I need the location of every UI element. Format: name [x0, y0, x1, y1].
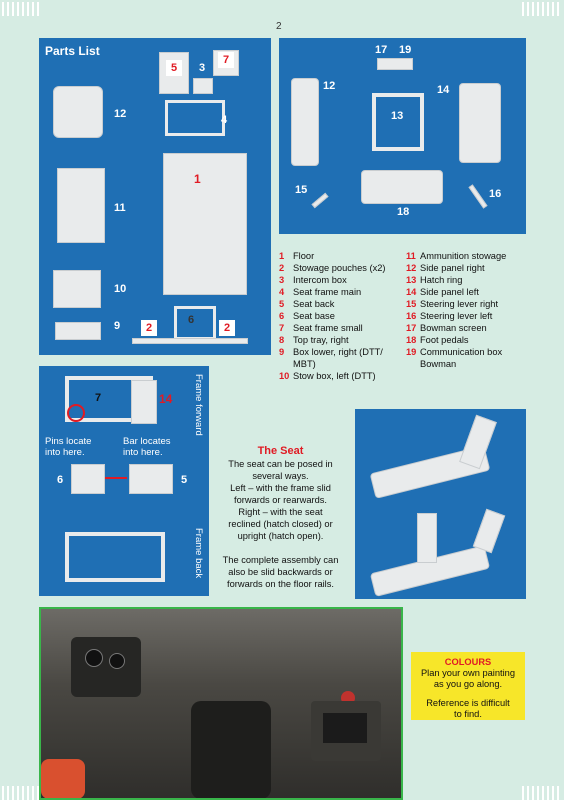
photo-dial	[109, 653, 125, 669]
legend-item: 10 Stow box, left (DTT)	[279, 371, 376, 381]
part-label: 13	[391, 110, 404, 122]
part-label: 16	[489, 188, 502, 200]
legend-item: Bowman	[420, 359, 457, 369]
legend-item: 7 Seat frame small	[279, 323, 363, 333]
part-2-stowage-pouch-bar	[132, 338, 248, 344]
seat-assembly-panel	[39, 366, 209, 596]
part-label: 2	[141, 320, 157, 336]
seat-upright-back	[417, 513, 437, 563]
photo-screen	[323, 713, 367, 743]
legend-item: 18 Foot pedals	[406, 335, 469, 345]
photo-seat	[191, 701, 271, 799]
seat-label: 14	[159, 392, 173, 406]
part-label: 19	[399, 44, 412, 56]
seat-upright-head	[473, 509, 505, 553]
part-label: 7	[218, 52, 234, 68]
legend-item: MBT)	[293, 359, 316, 369]
photo-orange-accent	[41, 759, 85, 799]
page-edge-marker	[2, 2, 40, 16]
pins-note: Pins locate into here.	[45, 436, 92, 458]
parts-panel-right	[279, 38, 526, 234]
page-edge-marker	[2, 786, 40, 800]
part-label: 11	[114, 202, 126, 214]
legend-item: 13 Hatch ring	[406, 275, 463, 285]
legend-item: 4 Seat frame main	[279, 287, 362, 297]
seat-label: 6	[57, 474, 64, 486]
seat-label: 5	[181, 474, 188, 486]
part-label: 2	[219, 320, 235, 336]
part-10-stow-box	[57, 168, 105, 243]
part-4-seat-frame	[165, 100, 228, 136]
part-17-bowman-screen	[377, 58, 413, 70]
part-8-top-tray	[55, 322, 101, 340]
part-9-box-lower	[53, 270, 101, 308]
part-label: 18	[397, 206, 410, 218]
part-label: 14	[437, 84, 450, 96]
parts-list-panel	[39, 38, 271, 355]
part-12-side-panel-right	[291, 78, 319, 166]
legend-item: 17 Bowman screen	[406, 323, 487, 333]
part-3-intercom-box	[193, 78, 213, 94]
seat-description: The Seat The seat can be posed in several ways. Left – with the frame slid forwards or rearwards. Right – with the seat reclined (hatch closed) or upright (hatch open). The complete assembly can also be slid backwards or forwards on the floor rails.	[218, 445, 343, 590]
legend-item: 12 Side panel right	[406, 263, 485, 273]
part-label: 12	[114, 108, 127, 120]
legend-item: 6 Seat base	[279, 311, 335, 321]
bar-note: Bar locates into here.	[123, 436, 171, 458]
part-7-seat-frame-small	[174, 306, 216, 340]
colours-heading: COLOURS	[444, 657, 492, 667]
part-label: 6	[188, 314, 195, 326]
seat-base-6	[71, 464, 105, 494]
part-18-foot-pedals	[361, 170, 443, 204]
page-number: 2	[276, 21, 282, 32]
page-edge-marker	[522, 786, 560, 800]
frame-forward-label: Frame forward	[193, 374, 204, 436]
legend-item: 2 Stowage pouches (x2)	[279, 263, 386, 273]
seat-heading: The Seat	[257, 445, 304, 457]
part-13-hatch-ring	[372, 93, 424, 151]
part-16-steering-lever-left	[468, 184, 487, 208]
seat-back-5	[129, 464, 173, 494]
part-label: 17	[375, 44, 388, 56]
part-label: 15	[295, 184, 308, 196]
seat-posed-panel	[355, 409, 526, 599]
part-label: 9	[114, 320, 121, 332]
legend-item: 19 Communication box	[406, 347, 503, 357]
legend-item: 1 Floor	[279, 251, 315, 261]
legend-item: 9 Box lower, right (DTT/	[279, 347, 383, 357]
part-14-side-panel-left	[459, 83, 501, 163]
cockpit-reference-photo	[39, 607, 403, 800]
part-label: 3	[199, 62, 206, 74]
photo-left-dials	[71, 637, 141, 697]
part-11-ammo-stowage	[53, 86, 103, 138]
part-label: 12	[323, 80, 336, 92]
seat-frame-bottom	[65, 532, 165, 582]
part-15-steering-lever-right	[311, 193, 328, 208]
seat-reclined-back	[459, 415, 497, 470]
photo-dial	[85, 649, 103, 667]
part-1-floor	[163, 153, 247, 295]
page-edge-marker	[522, 2, 560, 16]
frame-back-label: Frame back	[193, 528, 204, 579]
pin-highlight-circle	[67, 404, 85, 422]
parts-legend-right	[406, 250, 541, 370]
part-label: 1	[194, 172, 201, 186]
part-label: 10	[114, 283, 127, 295]
legend-item: 8 Top tray, right	[279, 335, 349, 345]
seat-frame-14	[131, 380, 157, 424]
parts-list-title: Parts List	[45, 44, 100, 58]
legend-item: 11 Ammunition stowage	[406, 251, 507, 261]
legend-item: 16 Steering lever left	[406, 311, 493, 321]
part-label: 5	[166, 60, 182, 76]
legend-item: 5 Seat back	[279, 299, 335, 309]
legend-item: 14 Side panel left	[406, 287, 479, 297]
legend-item: 15 Steering lever right	[406, 299, 499, 309]
part-label: 4	[221, 114, 228, 126]
colours-note: COLOURS Plan your own painting as you go along. Reference is difficult to find.	[411, 652, 525, 720]
arrow-red	[105, 477, 127, 479]
parts-legend-left	[279, 250, 409, 382]
seat-label: 7	[95, 392, 102, 404]
legend-item: 3 Intercom box	[279, 275, 347, 285]
